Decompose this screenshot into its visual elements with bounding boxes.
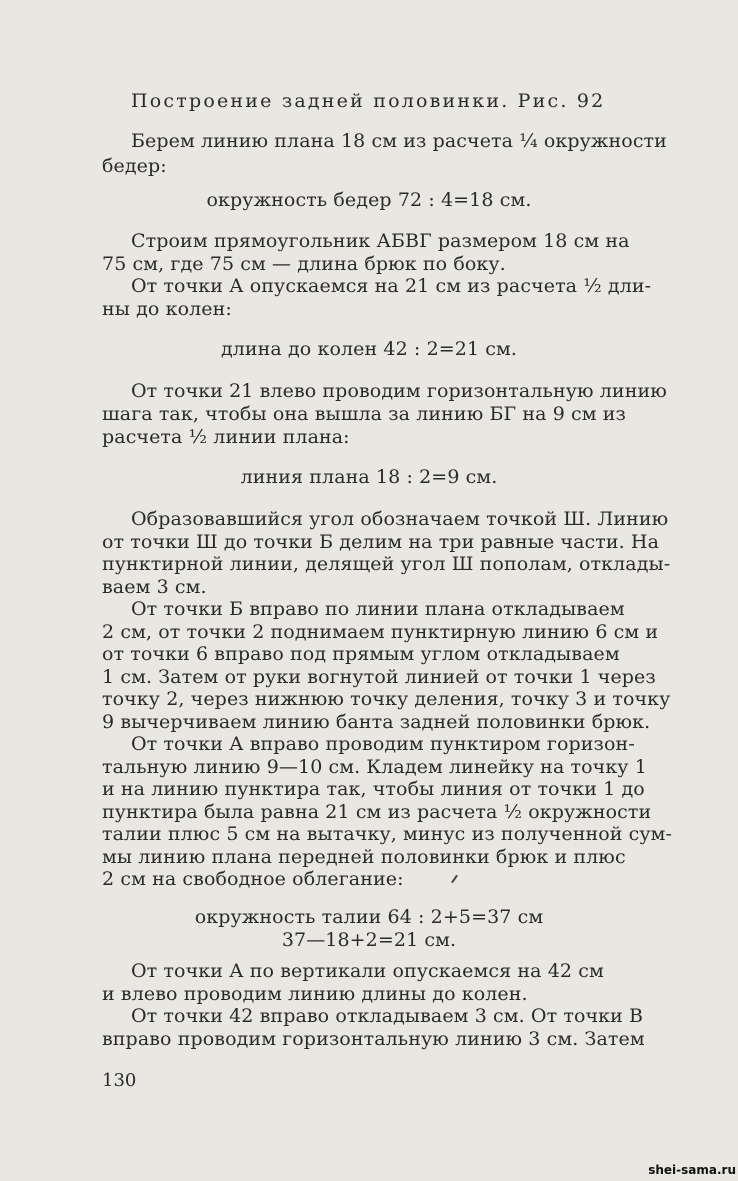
text-line: Берем линию плана 18 см из расчета ¼ окружности [131, 130, 667, 152]
text-line: 2 см, от точки 2 поднимаем пунктирную линию 6 см и [102, 621, 659, 643]
text-line: и на линию пунктира так, чтобы линия от точки 1 до [102, 778, 645, 800]
text-line: от точки Ш до точки Б делим на три равные части. На [102, 531, 660, 553]
page-number: 130 [102, 1070, 137, 1091]
text-line: От точки А вправо проводим пунктиром горизон- [131, 733, 635, 755]
text-line: 2 см на свободное облегание: [102, 868, 404, 890]
text-line: 9 вычерчиваем линию банта задней половинки брюк. [102, 711, 651, 733]
text-line: От точки 42 вправо откладываем 3 см. От точки В [131, 1005, 644, 1027]
text-line: мы линию плана передней половинки брюк и плюс [102, 846, 626, 868]
watermark: shei-sama.ru [648, 1163, 736, 1177]
text-line: От точки А по вертикали опускаемся на 42 см [131, 960, 604, 982]
text-line: От точки Б вправо по линии плана откладываем [131, 598, 625, 620]
text-line: тальную линию 9—10 см. Кладем линейку на точку 1 [102, 756, 647, 778]
pencil-mark [451, 875, 458, 884]
section-heading: Построение задней половинки. Рис. 92 [131, 90, 606, 112]
text-line: шага так, чтобы она вышла за линию БГ на 9 см из [102, 403, 627, 425]
text-line: ваем 3 см. [102, 576, 207, 598]
text-line: От точки 21 влево проводим горизонтальную линию [131, 380, 667, 402]
text-line: Строим прямоугольник АБВГ размером 18 см на [131, 230, 630, 252]
text-line: пунктира была равна 21 см из расчета ½ окружности [102, 801, 652, 823]
formula-line: длина до колен 42 : 2=21 см. [220, 338, 518, 360]
text-line: расчета ½ линии плана: [102, 426, 350, 448]
formula-line: линия плана 18 : 2=9 см. [240, 466, 498, 488]
text-line: талии плюс 5 см на вытачку, минус из полученной сум- [102, 823, 673, 845]
text-line: ны до колен: [102, 298, 232, 320]
text-line: Образовавшийся угол обозначаем точкой Ш. Линию [131, 508, 669, 530]
text-line: вправо проводим горизонтальную линию 3 см. Затем [102, 1028, 645, 1050]
text-line: точку 2, через нижнюю точку деления, точку 3 и точку [102, 688, 671, 710]
text-line: бедер: [102, 155, 167, 177]
text-line: от точки 6 вправо под прямым углом откладываем [102, 643, 620, 665]
text-line: пунктирной линии, делящей угол Ш пополам, отклады- [102, 553, 671, 575]
text-line: и влево проводим линию длины до колен. [102, 983, 528, 1005]
formula-line: окружность талии 64 : 2+5=37 см [194, 906, 544, 928]
text-line: От точки А опускаемся на 21 см из расчета ½ дли- [131, 275, 652, 297]
text-line: 75 см, где 75 см — длина брюк по боку. [102, 253, 506, 275]
formula-line: 37—18+2=21 см. [281, 929, 457, 951]
text-line: 1 см. Затем от руки вогнутой линией от точки 1 через [102, 666, 656, 688]
formula-line: окружность бедер 72 : 4=18 см. [206, 189, 532, 211]
